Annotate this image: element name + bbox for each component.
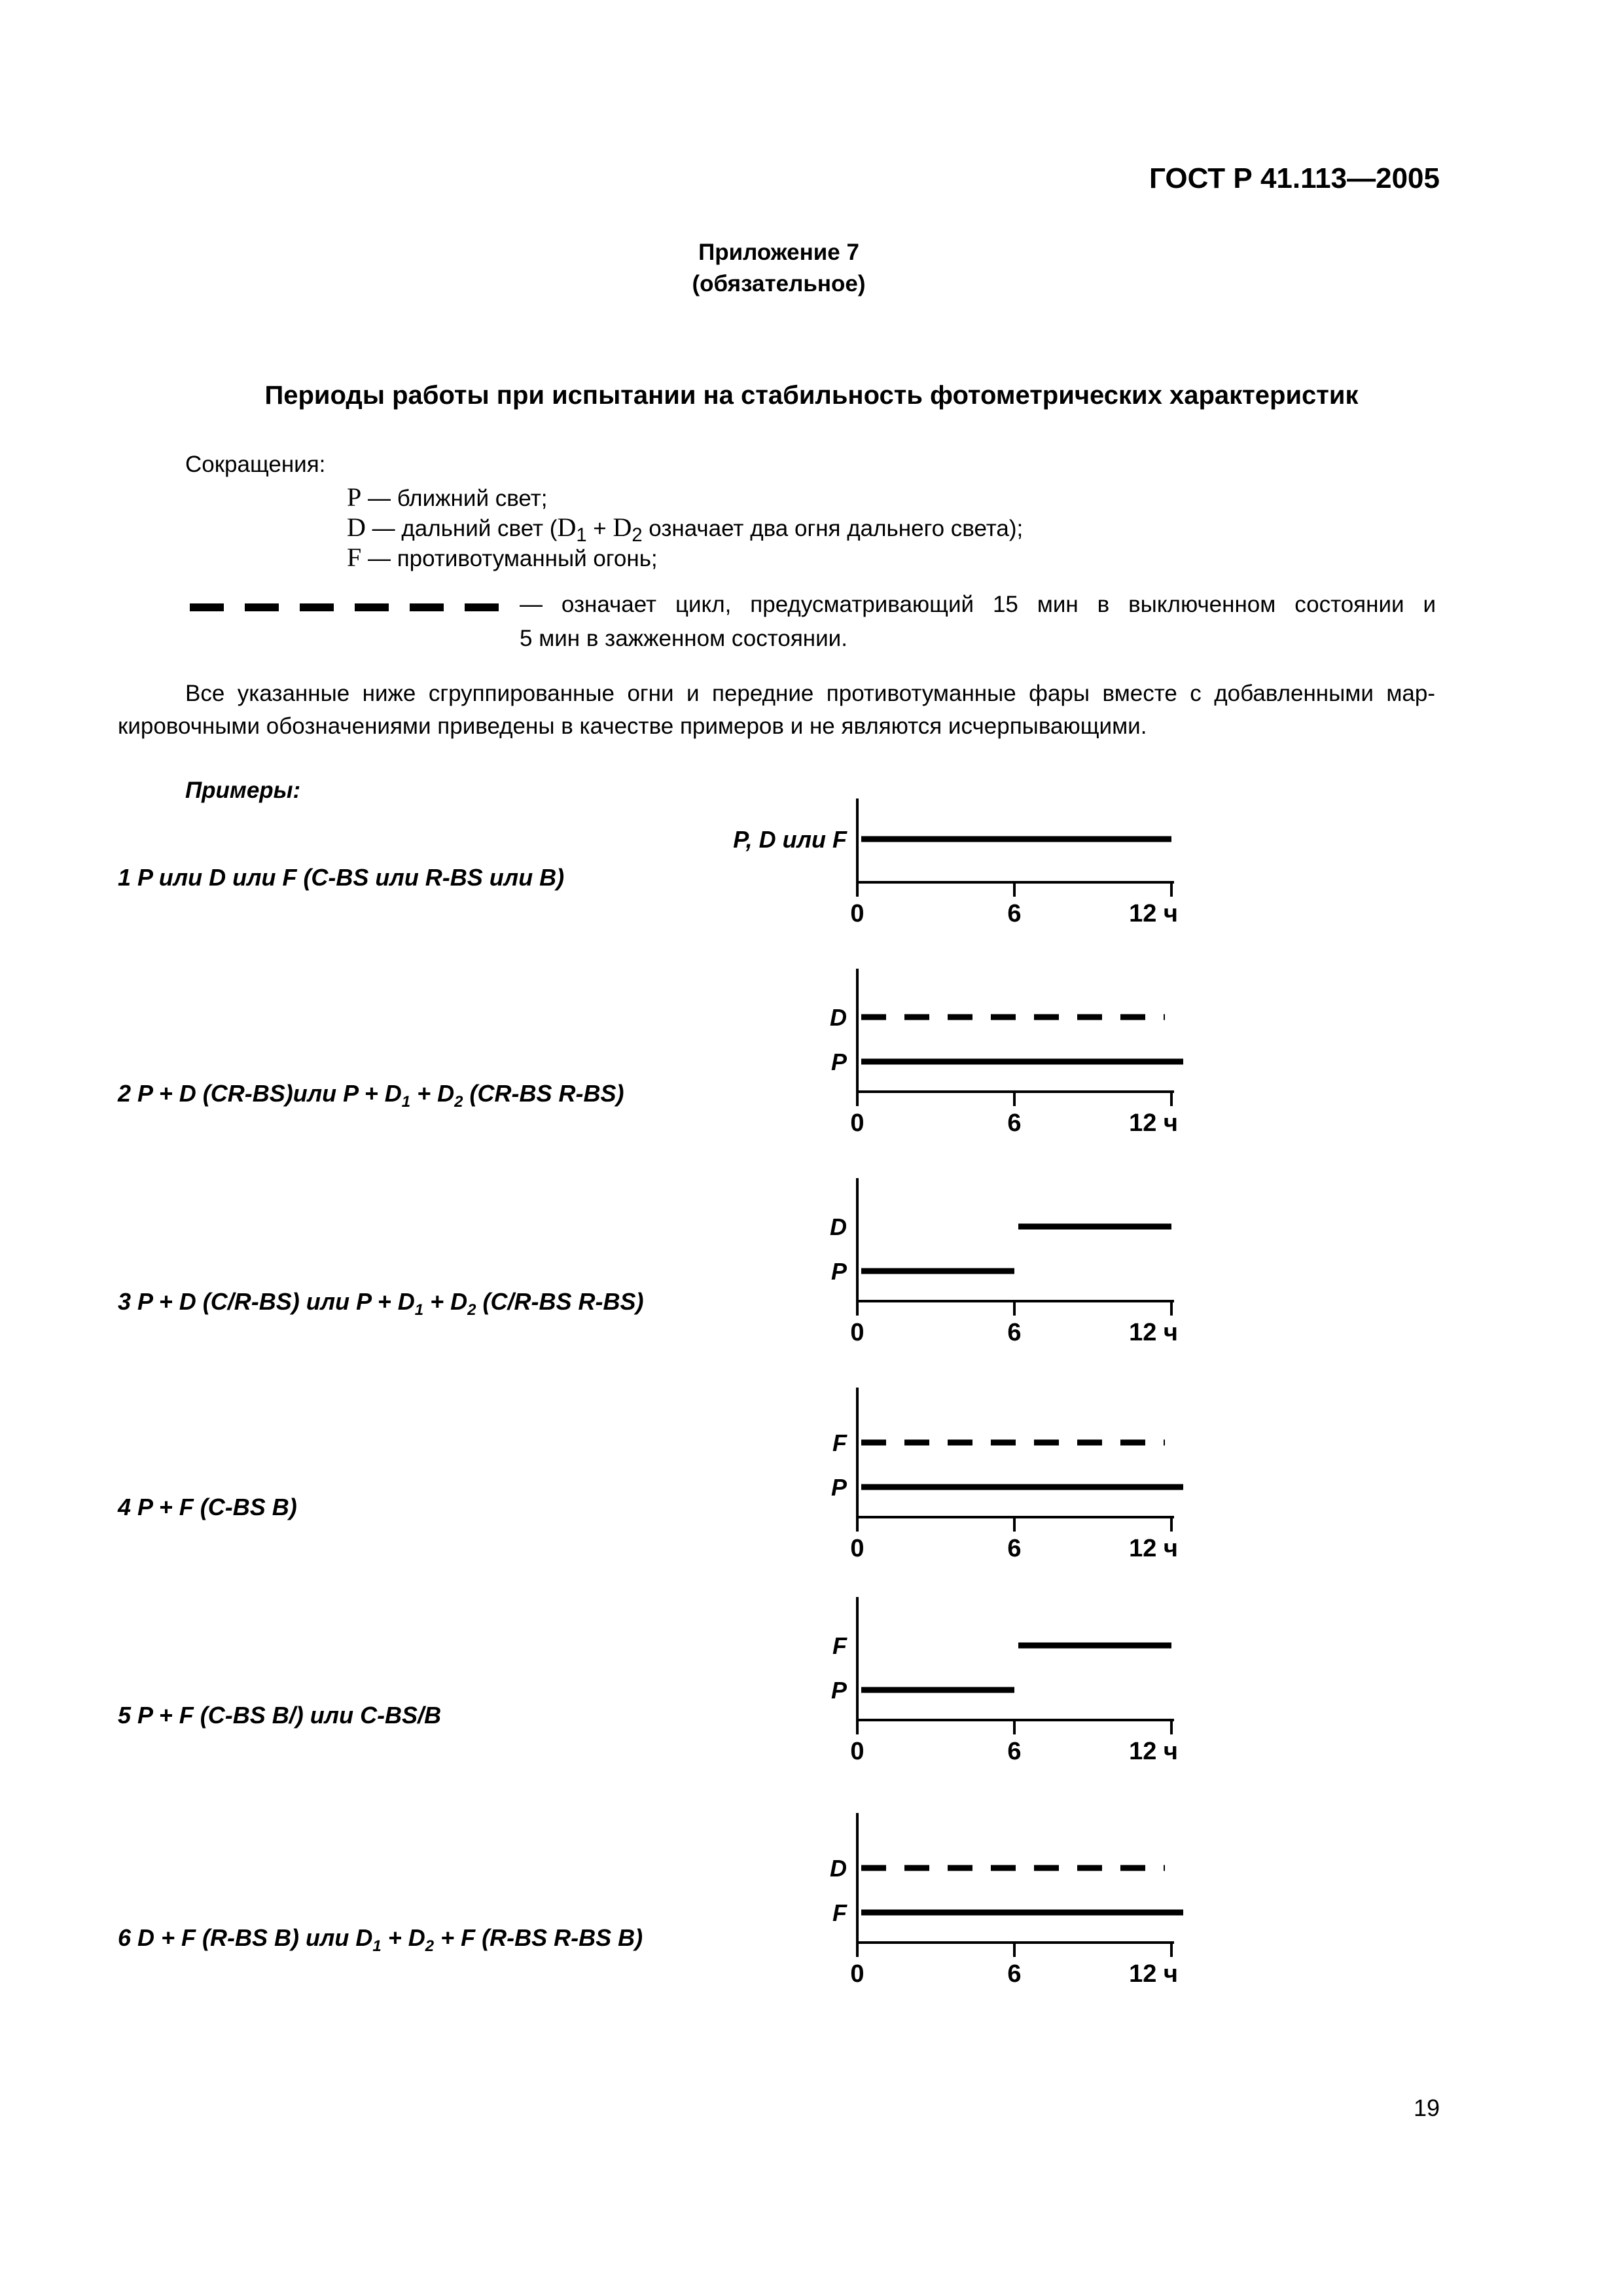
subscript: 1	[372, 1937, 382, 1956]
abbreviation-symbol: F	[347, 543, 362, 572]
series-label: P	[830, 1474, 847, 1501]
timing-chart-3	[654, 1172, 1243, 1361]
example-label-text: + F (R-BS R-BS B)	[434, 1924, 643, 1951]
abbreviation-text: — противотуманный огонь;	[361, 546, 658, 571]
subscript: 1	[401, 1093, 411, 1111]
series-label: P	[830, 1049, 847, 1075]
example-label-text: (CR-BS R-BS)	[463, 1080, 624, 1107]
abbreviation-p	[347, 482, 547, 512]
example-label-text: 6 D + F (R-BS B) или D	[118, 1924, 373, 1951]
example-6-label	[118, 1924, 643, 1956]
abbreviation-text: — дальний свет (	[365, 516, 558, 541]
x-tick-label: 0	[850, 1535, 865, 1562]
timing-chart-6	[654, 1806, 1243, 2003]
abbreviation-text: — ближний свет;	[361, 486, 548, 511]
x-tick-label: 6	[1007, 1738, 1022, 1765]
example-label-text: 3 P + D (C/R-BS) или P + D	[118, 1288, 415, 1315]
dash-legend-sample	[190, 602, 504, 613]
series-label: F	[832, 1899, 847, 1926]
timing-chart-4	[654, 1381, 1243, 1577]
appendix-heading	[458, 237, 1099, 300]
example-label-text: + D	[423, 1288, 468, 1315]
timing-chart-5	[654, 1590, 1243, 1780]
abbreviation-symbol: D	[557, 512, 577, 542]
abbreviations-label: Сокращения:	[185, 452, 326, 477]
x-tick-label: 12 ч	[1129, 1109, 1178, 1137]
abbreviation-text: означает два огня дальнего света);	[642, 516, 1024, 541]
abbreviation-symbol: D	[347, 512, 366, 542]
x-tick-label: 12 ч	[1129, 1738, 1178, 1765]
example-label-text: 2 P + D (CR-BS)или P + D	[118, 1080, 402, 1107]
appendix-subtitle: (обязательное)	[692, 271, 866, 296]
note-paragraph: Все указанные ниже сгруппированные огни и передние противотуманные фары вместе с добавленными мар-	[185, 681, 1435, 706]
series-label: D	[830, 1004, 847, 1031]
abbreviation-symbol: P	[347, 482, 362, 512]
example-3-label	[118, 1288, 644, 1319]
series-label: P, D или F	[733, 826, 847, 853]
subscript: 1	[414, 1301, 424, 1319]
x-tick-label: 0	[850, 1109, 865, 1137]
x-tick-label: 12 ч	[1129, 1319, 1178, 1346]
x-tick-label: 6	[1007, 1319, 1022, 1346]
subscript: 2	[632, 525, 643, 546]
subscript: 2	[454, 1093, 463, 1111]
document-code: ГОСТ Р 41.113—2005	[1149, 162, 1440, 194]
example-label-text: + D	[410, 1080, 455, 1107]
x-tick-label: 12 ч	[1129, 900, 1178, 927]
subscript: 1	[576, 525, 587, 546]
example-2-label	[118, 1080, 624, 1111]
example-4-label: 4 P + F (C-BS B)	[118, 1494, 297, 1520]
abbreviation-text: +	[586, 516, 613, 541]
note-paragraph-cont: кировочными обозначениями приведены в качестве примеров и не являются исчерпывающими.	[118, 713, 1147, 739]
example-1-label: 1 P или D или F (C-BS или R-BS или B)	[118, 864, 565, 891]
timing-chart-2	[654, 962, 1243, 1152]
example-5-label: 5 P + F (C-BS B/) или C-BS/B	[118, 1702, 442, 1729]
series-label: P	[830, 1677, 847, 1704]
x-tick-label: 0	[850, 1319, 865, 1346]
x-tick-label: 6	[1007, 1535, 1022, 1562]
example-label-text: + D	[381, 1924, 425, 1951]
series-label: D	[830, 1855, 847, 1882]
x-tick-label: 6	[1007, 1109, 1022, 1137]
dash-legend-text: — означает цикл, предусматривающий 15 мин в выключенном состоянии и	[520, 592, 1436, 617]
x-tick-label: 6	[1007, 900, 1022, 927]
x-tick-label: 12 ч	[1129, 1535, 1178, 1562]
series-label: F	[832, 1632, 847, 1659]
series-label: F	[832, 1429, 847, 1456]
subscript: 2	[467, 1301, 476, 1319]
series-label: D	[830, 1213, 847, 1240]
x-tick-label: 12 ч	[1129, 1960, 1178, 1988]
page-title: Периоды работы при испытании на стабильность фотометрических характеристик	[264, 381, 1359, 410]
dash-legend-text-cont: 5 мин в зажженном состоянии.	[520, 626, 847, 651]
subscript: 2	[425, 1937, 435, 1956]
appendix-title: Приложение 7	[698, 240, 859, 265]
abbreviation-f	[347, 542, 658, 573]
abbreviation-symbol: D	[613, 512, 632, 542]
x-tick-label: 0	[850, 1960, 865, 1988]
timing-chart-1	[654, 792, 1243, 942]
x-tick-label: 0	[850, 1738, 865, 1765]
page-number: 19	[1413, 2094, 1440, 2121]
series-label: P	[830, 1258, 847, 1285]
examples-label: Примеры:	[185, 778, 301, 803]
example-label-text: (C/R-BS R-BS)	[476, 1288, 644, 1315]
x-tick-label: 6	[1007, 1960, 1022, 1988]
x-tick-label: 0	[850, 900, 865, 927]
